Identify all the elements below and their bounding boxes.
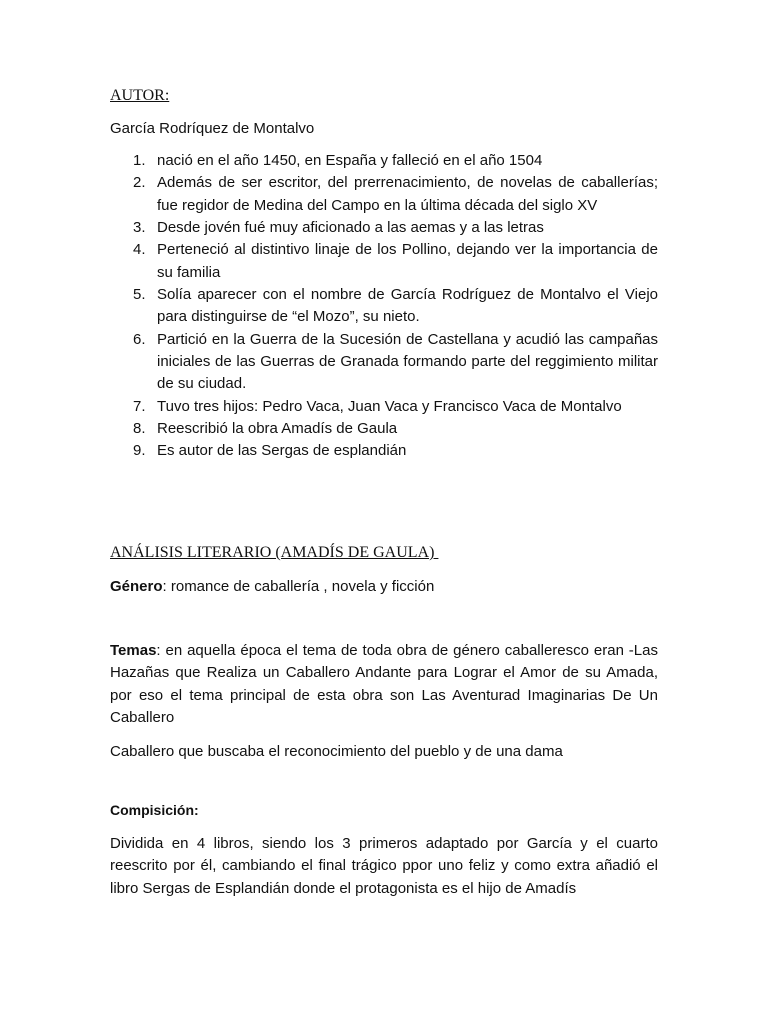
temas-extra: Caballero que buscaba el reconocimiento del pueblo y de una dama (110, 743, 563, 760)
list-number: 4. (133, 241, 146, 259)
list-item-text: Perteneció al distintivo linaje de los Pollino, dejando ver la importancia de su familia (157, 241, 658, 281)
composicion-label: Compisición: (110, 802, 199, 818)
list-number: 6. (133, 330, 146, 348)
list-item-text: Tuvo tres hijos: Pedro Vaca, Juan Vaca y Francisco Vaca de Montalvo (157, 397, 622, 415)
genero-label: Género (110, 578, 163, 595)
list-item (110, 239, 658, 284)
list-number: 8. (133, 420, 146, 438)
list-number: 9. (133, 442, 146, 460)
list-item-text: nació en el año 1450, en España y falleció en el año 1504 (157, 152, 543, 169)
list-item-text: Partició en la Guerra de la Sucesión de Castellana y acudió las campañas iniciales de las Guerras de Granada formando parte del reggimiento militar de su ciudad. (157, 330, 658, 393)
list-item (110, 440, 658, 462)
list-item (110, 284, 658, 329)
list-item (110, 329, 658, 396)
list-number: 5. (133, 286, 146, 304)
list-item-text: Es autor de las Sergas de esplandián (157, 442, 407, 460)
analisis-heading: ANÁLISIS LITERARIO (AMADÍS DE GAULA) (110, 544, 439, 561)
list-item-text: Desde jovén fué muy aficionado a las aemas y a las letras (157, 219, 544, 237)
genero-text: : romance de caballería , novela y ficción (162, 578, 435, 595)
list-item (110, 217, 658, 239)
temas-label: Temas (110, 642, 157, 659)
list-item (110, 172, 658, 217)
temas-paragraph (110, 640, 658, 729)
list-item (110, 418, 658, 440)
list-number: 7. (133, 397, 146, 415)
list-number: 2. (133, 174, 146, 192)
list-item (110, 396, 658, 418)
autor-heading: AUTOR: (110, 87, 170, 104)
genero-line (110, 576, 434, 598)
list-number: 1. (133, 152, 146, 169)
author-facts-list (110, 150, 658, 463)
list-item-text: Solía aparecer con el nombre de García Rodríguez de Montalvo el Viejo para distinguirse de “el Mozo”, su nieto. (157, 286, 658, 326)
list-item-text: Reescribió la obra Amadís de Gaula (157, 420, 398, 438)
list-number: 3. (133, 219, 146, 237)
temas-text: : en aquella época el tema de toda obra de género caballeresco eran -Las Hazañas que Realiza un Caballero Andante para Lograr el Amor de su Amada, por eso el tema principal de esta obra son Las Aventurad Imaginarias De Un Caballero (110, 642, 658, 726)
composicion-paragraph: Dividida en 4 libros, siendo los 3 primeros adaptado por García y el cuarto reescrito por él, cambiando el final trágico ppor uno feliz y como extra añadió el libro Sergas de Esplandián donde el protagonista es el hijo de Amadís (110, 835, 658, 897)
author-name: García Rodríquez de Montalvo (110, 120, 315, 137)
list-item (110, 150, 658, 172)
list-item-text: Además de ser escritor, del prerrenacimiento, de novelas de caballerías; fue regidor de Medina del Campo en la última década del siglo XV (157, 174, 658, 214)
